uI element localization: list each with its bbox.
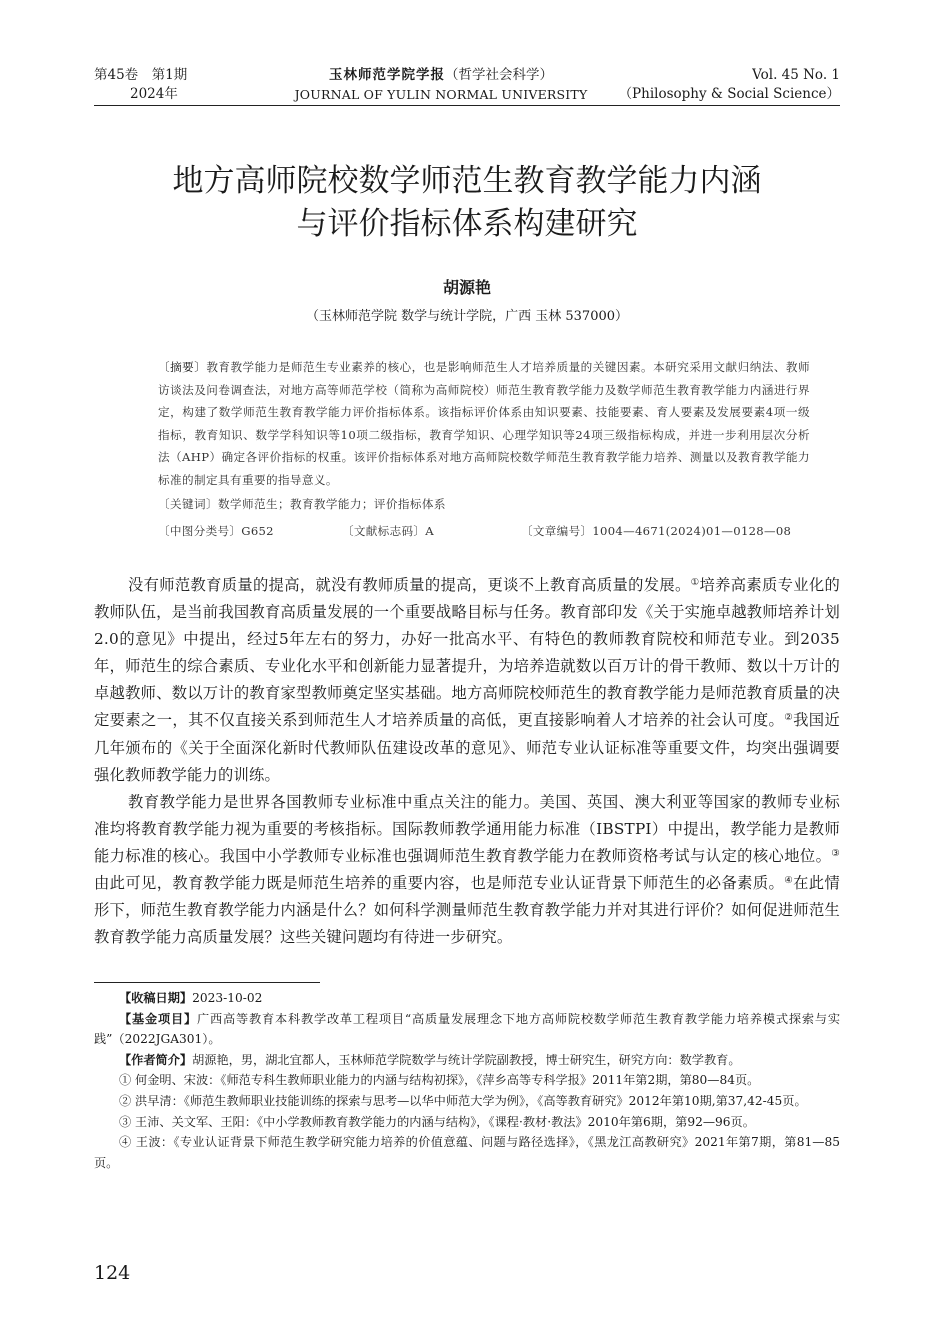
footnote-ref[interactable]: ①	[690, 577, 700, 588]
text-run: 培养高素质专业化的教师队伍，是当前我国教育高质量发展的一个重要战略目标与任务。教育部印发《关于实施卓越教师培养计划2.0的意见》中提出，经过5年左右的努力，办好一批高水平、有特色的教师教育院校和师范专业。到2035年，师范生的综合素质、专业化水平和创新能力显著提升，为培养造就数以百万计的骨干教师、数以十万计的卓越教师、数以万计的教育家型教师奠定坚实基础。地方高师院校师范生的教育教学能力是师范教育质量的决定要素之一，其不仅直接关系到师范生人才培养质量的高低，更直接影响着人才培养的社会认可度。	[94, 576, 841, 730]
keywords-label: 〔关键词〕	[158, 497, 218, 511]
document-code	[342, 523, 434, 539]
footnote-ref[interactable]: ④	[784, 875, 794, 887]
article-number	[521, 523, 791, 539]
volume-issue-cn: 第45卷 第1期	[94, 67, 188, 83]
clc-label: 〔中图分类号〕	[158, 524, 242, 538]
received-date	[94, 988, 840, 1009]
footnote-divider	[94, 982, 320, 983]
footnote-ref[interactable]: ②	[784, 712, 794, 724]
header-volume-en	[610, 66, 840, 104]
body-text	[94, 572, 840, 951]
text-run: 我国近几年颁布的《关于全面深化新时代教师队伍建设改革的意见》、师范专业认证标准等重要文件，均突出强调要强化教师教学能力的训练。	[94, 711, 840, 784]
bio-label: 【作者简介】	[119, 1052, 193, 1067]
doc-code-label: 〔文献标志码〕	[342, 524, 426, 538]
fund-label: 【基金项目】	[119, 1011, 197, 1026]
clc-number	[158, 523, 274, 539]
header-journal	[270, 66, 612, 104]
text-run: 在此情形下，师范生教育教学能力内涵是什么？如何科学测量师范生教育教学能力并对其进行评价？如何促进师范生教育教学能力高质量发展？这些关键问题均有待进一步研究。	[94, 874, 840, 947]
received-label: 【收稿日期】	[119, 991, 193, 1005]
bio-value: 胡源艳，男，湖北宜都人，玉林师范学院数学与统计学院副教授，博士研究生，研究方向：数学教育。	[192, 1052, 741, 1067]
page-number: 124	[94, 1262, 131, 1284]
article-number-value: 1004—4671(2024)01—0128—08	[592, 524, 792, 538]
title-line-2: 与评价指标体系构建研究	[296, 206, 638, 242]
paper-title	[94, 160, 840, 246]
series-en: （Philosophy & Social Science）	[618, 86, 840, 102]
author-affiliation: （玉林师范学院 数学与统计学院，广西 玉林 537000）	[305, 309, 629, 324]
received-value: 2023-10-02	[192, 991, 263, 1005]
text-run: 教育教学能力是世界各国教师专业标准中重点关注的能力。美国、英国、澳大利亚等国家的教师专业标准均将教育教学能力视为重要的考核指标。国际教师教学通用能力标准（IBSTPI）中提出，教学能力是教师能力标准的核心。我国中小学教师专业标准也强调师范生教育教学能力在教师资格考试与认定的核心地位。	[94, 792, 840, 865]
abstract-text: 教育教学能力是师范生专业素养的核心，也是影响师范生人才培养质量的关键因素。本研究采用文献归纳法、教师访谈法及问卷调查法，对地方高等师范学校（简称为高师院校）师范生教育教学能力及数学师范生教育教学能力内涵进行界定，构建了数学师范生教育教学能力评价指标体系。该指标评价体系由知识要素、技能要素、育人要素及发展要素4项一级指标，教育知识、数学学科知识等10项二级指标，教育学知识、心理学知识等24项三级指标构成，并进一步利用层次分析法（AHP）确定各评价指标的权重。该评价指标体系对地方高师院校数学师范生教育教学能力培养、测量以及教育教学能力标准的制定具有重要的指导意义。	[158, 360, 810, 487]
abstract	[158, 356, 810, 492]
footnote-ref[interactable]: ③	[831, 847, 840, 859]
fund-value: 广西高等教育本科教学改革工程项目“高质量发展理念下地方高师院校数学师范生教育教学能力培养模式探索与实践”（2022JGA301）。	[94, 1011, 841, 1047]
footnote-item: ③ 王沛、关文军、王阳：《中小学教师教育教学能力的内涵与结构》，《课程·教材·教法》2010年第6期，第92—96页。	[119, 1114, 755, 1129]
footnotes	[94, 988, 840, 1173]
journal-name-cn: 玉林师范学院学报	[329, 67, 445, 83]
footnote-item: ① 何金明、宋波：《师范专科生教师职业能力的内涵与结构初探》，《萍乡高等专科学报》2011年第2期，第80—84页。	[119, 1073, 760, 1088]
title-line-1: 地方高师院校数学师范生教育教学能力内涵	[172, 163, 762, 199]
footnote-item: ④ 王波：《专业认证背景下师范生教学研究能力培养的价值意蕴、问题与路径选择》，《黑龙江高教研究》2021年第7期，第81—85页。	[94, 1135, 840, 1170]
text-run: 没有师范教育质量的提高，就没有教师质量的提高，更谈不上教育高质量的发展。	[128, 576, 691, 594]
clc-value: G652	[241, 524, 274, 538]
header-volume	[94, 66, 254, 104]
volume-issue-en: Vol. 45 No. 1	[752, 67, 840, 83]
paragraph	[94, 789, 840, 952]
year-cn: 2024年	[130, 86, 178, 102]
text-run: 由此可见，教育教学能力既是师范生培养的重要内容，也是师范专业认证背景下师范生的必备素质。	[94, 874, 785, 893]
header-divider	[94, 105, 840, 106]
journal-name-en: JOURNAL OF YULIN NORMAL UNIVERSITY	[294, 87, 588, 102]
article-number-label: 〔文章编号〕	[521, 524, 593, 538]
keywords	[158, 496, 810, 512]
fund-project	[94, 1009, 840, 1050]
journal-series-cn: （哲学社会科学）	[445, 67, 553, 83]
abstract-label: 〔摘要〕	[158, 360, 207, 374]
paragraph	[94, 572, 840, 789]
doc-code-value: A	[425, 524, 434, 538]
author-bio	[94, 1050, 840, 1071]
author-name: 胡源艳	[442, 278, 491, 297]
footnote-item: ② 洪早清：《师范生教师职业技能训练的探索与思考—以华中师范大学为例》，《高等教育研究》2012年第10期,第37,42-45页。	[119, 1093, 807, 1108]
keywords-text: 数学师范生；教育教学能力；评价指标体系	[217, 497, 446, 511]
